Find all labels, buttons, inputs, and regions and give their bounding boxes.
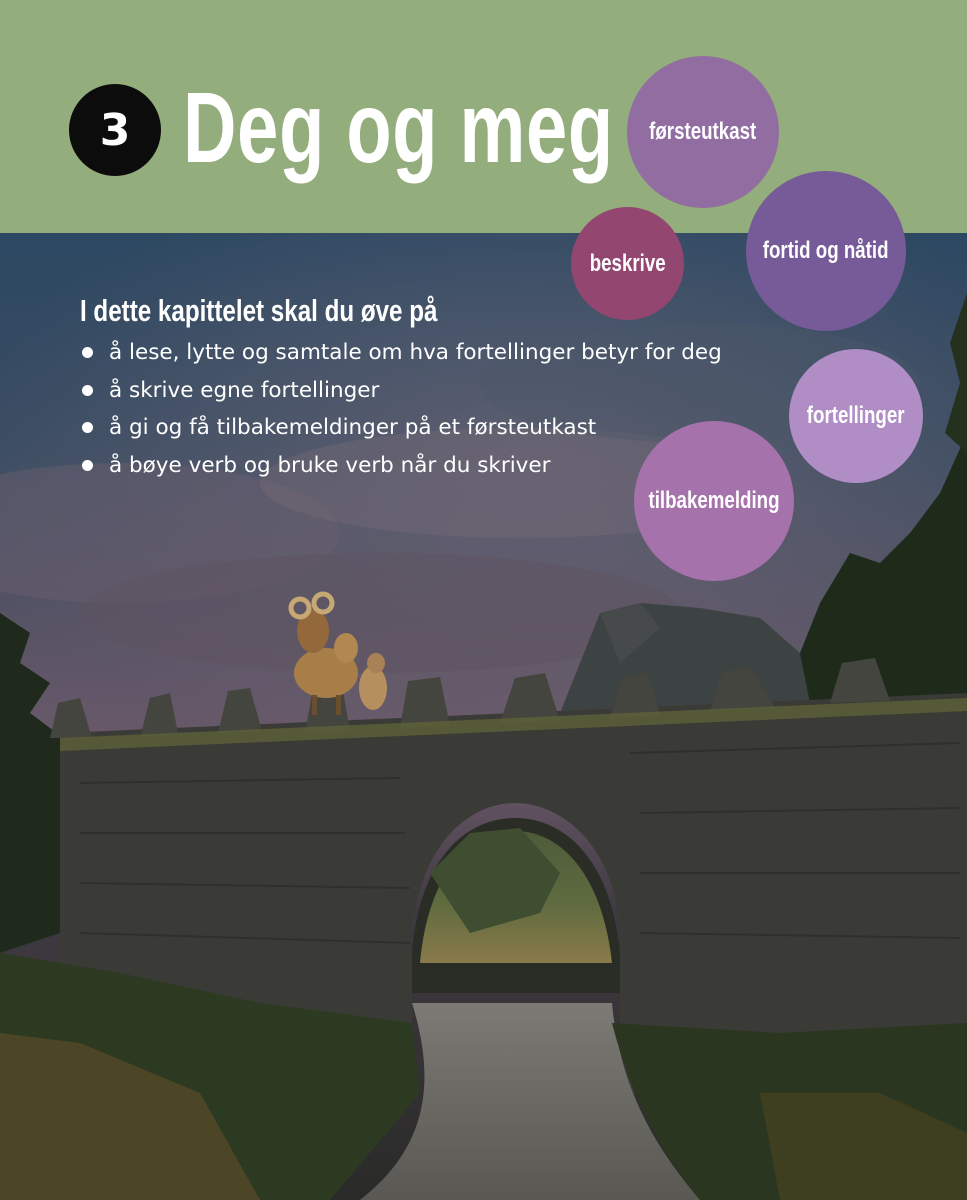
goal-item [82,376,722,414]
bullet-icon [82,460,93,471]
goals-heading: I dette kapittelet skal du øve på [80,293,438,328]
keyword-bubble-fortellinger [789,349,923,483]
keyword-bubble-tilbakemelding [634,421,794,581]
goal-item [82,338,722,376]
chapter-title: Deg og meg [183,72,614,184]
keyword-bubble-beskrive [571,207,684,320]
bullet-icon [82,385,93,396]
bullet-icon [82,422,93,433]
goal-item [82,413,722,451]
keyword-label: fortid og nåtid [763,237,889,264]
goal-item [82,451,722,489]
keyword-label: førsteutkast [649,118,757,145]
goals-list [82,338,722,488]
goal-text: å gi og få tilbakemeldinger på et førsteutkast [109,415,597,440]
goal-text: å lese, lytte og samtale om hva fortellinger betyr for deg [109,340,722,365]
bullet-icon [82,347,93,358]
goal-text: å bøye verb og bruke verb når du skriver [109,452,551,478]
keyword-label: tilbakemelding [648,487,780,514]
chapter-number-badge: 3 [69,84,161,176]
goal-text: å skrive egne fortellinger [109,377,380,403]
keyword-bubble-forsteutkast [627,56,779,208]
keyword-bubble-fortid-og-natid [746,171,906,331]
keyword-label: fortellinger [807,402,905,429]
keyword-label: beskrive [589,249,666,277]
